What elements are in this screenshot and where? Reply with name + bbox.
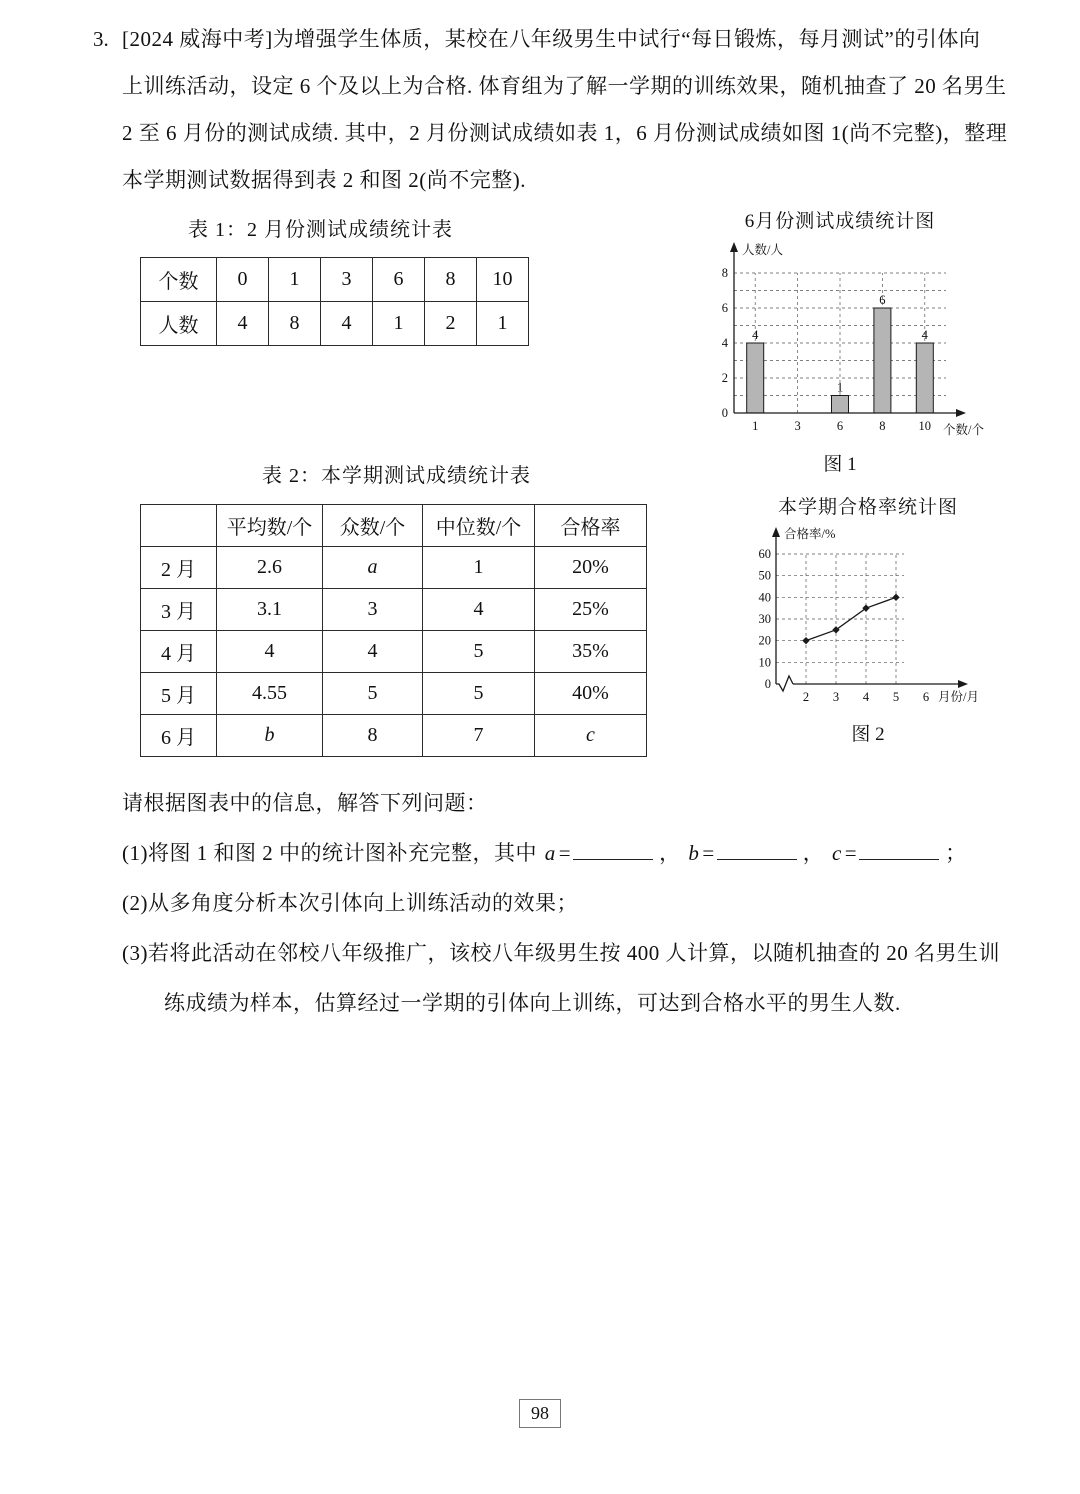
figure1-bar-chart (694, 206, 986, 476)
table-cell: 4 (217, 631, 323, 673)
table-cell: 4 (217, 302, 269, 346)
table-cell: 25% (535, 589, 647, 631)
table-row (141, 715, 647, 757)
figure2-line-chart (732, 492, 1004, 746)
table-cell: 1 (477, 302, 529, 346)
table-cell: c (535, 715, 647, 757)
x-tick-label: 1 (752, 419, 759, 433)
problem-line: 2 至 6 月份的测试成绩. 其中，2 月份测试成绩如表 1，6 月份测试成绩如图 1(尚不完整)，整理 (122, 121, 1008, 145)
equals-sign: = (702, 841, 715, 865)
question-3-line1: (3)若将此活动在邻校八年级推广，该校八年级男生按 400 人计算，以随机抽查的 20 名男生训 (122, 941, 1000, 965)
table-cell: 20% (535, 547, 647, 589)
equals-sign: = (558, 841, 572, 865)
question-1 (122, 828, 1027, 878)
end-punct: ； (945, 841, 967, 865)
axis-break (776, 676, 793, 691)
table-cell: 8 (425, 258, 477, 302)
data-point (892, 594, 899, 601)
table-cell: 合格率 (535, 505, 647, 547)
questions-block (122, 778, 1027, 1028)
table-cell: 40% (535, 673, 647, 715)
y-tick-label: 6 (721, 301, 728, 315)
table1-feb-scores (140, 257, 529, 346)
bar-value-label: 1 (836, 380, 844, 395)
x-axis-arrow (956, 409, 966, 417)
table-cell: 人数 (141, 302, 217, 346)
y-axis-title: 人数/人 (742, 243, 783, 257)
table-row (141, 589, 647, 631)
table-cell (141, 505, 217, 547)
separator: ， (659, 841, 681, 865)
questions-intro: 请根据图表中的信息，解答下列问题： (122, 791, 488, 815)
x-tick-label: 3 (794, 419, 801, 433)
bar-value-label: 4 (921, 328, 928, 342)
table2-title: 表 2：本学期测试成绩统计表 (262, 465, 531, 487)
table-cell: 8 (269, 302, 321, 346)
figure1-svg (694, 235, 986, 447)
table-row (141, 302, 529, 346)
table1-title: 表 1：2 月份测试成绩统计表 (188, 219, 453, 241)
table-cell: 3.1 (217, 589, 323, 631)
table-cell: 10 (477, 258, 529, 302)
table-cell: 平均数/个 (217, 505, 323, 547)
table-cell: 5 月 (141, 673, 217, 715)
x-tick-label: 10 (918, 419, 932, 433)
y-tick-label: 10 (758, 655, 771, 670)
table-row (141, 631, 647, 673)
table-cell: 个数 (141, 258, 217, 302)
y-tick-label: 2 (721, 371, 728, 385)
answer-blank-b (717, 844, 797, 860)
figure2-svg (732, 521, 1004, 717)
y-axis-arrow (772, 527, 780, 537)
table-cell: 3 (321, 258, 373, 302)
table-cell: 2 (425, 302, 477, 346)
table-cell: 1 (423, 547, 535, 589)
page-number: 98 (519, 1399, 561, 1428)
problem-line: 上训练活动，设定 6 个及以上为合格. 体育组为了解一学期的训练效果，随机抽查了 20 名男生 (122, 74, 1007, 98)
table-cell: 5 (323, 673, 423, 715)
table-row (141, 673, 647, 715)
table-cell: 4 (321, 302, 373, 346)
table-cell: 35% (535, 631, 647, 673)
bar-value-label: 4 (752, 328, 759, 342)
bar (832, 396, 849, 414)
y-tick-label: 0 (764, 677, 771, 691)
separator: ， (802, 841, 825, 865)
table-cell: 4 (423, 589, 535, 631)
problem-statement (122, 16, 1012, 204)
x-tick-label: 6 (922, 690, 930, 704)
table-cell: 6 月 (141, 715, 217, 757)
bar (747, 343, 764, 413)
table-cell: b (217, 715, 323, 757)
problem-line: 本学期测试数据得到表 2 和图 2(尚不完整). (122, 168, 526, 192)
table-cell: 3 (323, 589, 423, 631)
question-2: (2)从多角度分析本次引体向上训练活动的效果； (122, 891, 578, 915)
x-axis-arrow (958, 680, 968, 688)
x-tick-label: 4 (862, 690, 870, 704)
table-cell: 6 (373, 258, 425, 302)
y-tick-label: 0 (721, 406, 728, 420)
x-tick-label: 3 (832, 690, 840, 704)
answer-blank-c (859, 844, 939, 860)
x-tick-label: 6 (836, 419, 844, 433)
table-cell: 0 (217, 258, 269, 302)
table-cell: 5 (423, 631, 535, 673)
table-cell: 2.6 (217, 547, 323, 589)
data-point (802, 637, 809, 644)
table-header-row (141, 505, 647, 547)
x-axis-title: 个数/个 (943, 423, 984, 437)
x-tick-label: 2 (802, 690, 810, 704)
table-cell: 众数/个 (323, 505, 423, 547)
table-cell: 4 (323, 631, 423, 673)
bar-value-label: 6 (879, 293, 886, 307)
table-cell: 1 (373, 302, 425, 346)
bar (916, 343, 933, 413)
x-tick-label: 8 (879, 419, 886, 433)
math-var-a: a (544, 841, 556, 865)
figure2-title: 本学期合格率统计图 (777, 497, 958, 518)
table-cell: 中位数/个 (423, 505, 535, 547)
y-axis-title: 合格率/% (784, 527, 836, 541)
question-text: (1)将图 1 和图 2 中的统计图补充完整，其中 (122, 841, 537, 865)
figure1-caption: 图 1 (823, 454, 857, 475)
y-tick-label: 60 (758, 547, 771, 561)
question-3-line2: 练成绩为样本，估算经过一学期的引体向上训练，可达到合格水平的男生人数. (164, 991, 901, 1015)
table-row (141, 258, 529, 302)
y-tick-label: 40 (758, 590, 771, 605)
y-tick-label: 8 (721, 266, 728, 280)
table-cell: a (323, 547, 423, 589)
table2-semester-stats (140, 504, 647, 757)
equals-sign: = (844, 841, 858, 865)
y-tick-label: 20 (758, 633, 771, 648)
y-axis-arrow (730, 242, 738, 252)
y-tick-label: 50 (758, 568, 771, 583)
table-cell: 8 (323, 715, 423, 757)
y-tick-label: 4 (721, 336, 728, 350)
table-cell: 5 (423, 673, 535, 715)
x-tick-label: 5 (892, 690, 900, 704)
math-var-c: c (831, 841, 842, 865)
table-cell: 3 月 (141, 589, 217, 631)
problem-number: 3. (93, 27, 109, 51)
table-cell: 2 月 (141, 547, 217, 589)
figure1-title: 6月份测试成绩统计图 (744, 211, 936, 232)
math-var-b: b (688, 841, 700, 865)
answer-blank-a (573, 844, 653, 860)
table-cell: 7 (423, 715, 535, 757)
figure2-caption: 图 2 (851, 724, 885, 745)
bar (874, 308, 891, 413)
table-cell: 1 (269, 258, 321, 302)
table-row (141, 547, 647, 589)
problem-line: [2024 威海中考]为增强学生体质，某校在八年级男生中试行“每日锻炼，每月测试”的引体向 (122, 27, 981, 51)
table-cell: 4 月 (141, 631, 217, 673)
x-axis-title: 月份/月 (938, 690, 979, 704)
y-tick-label: 30 (758, 612, 771, 626)
table-cell: 4.55 (217, 673, 323, 715)
